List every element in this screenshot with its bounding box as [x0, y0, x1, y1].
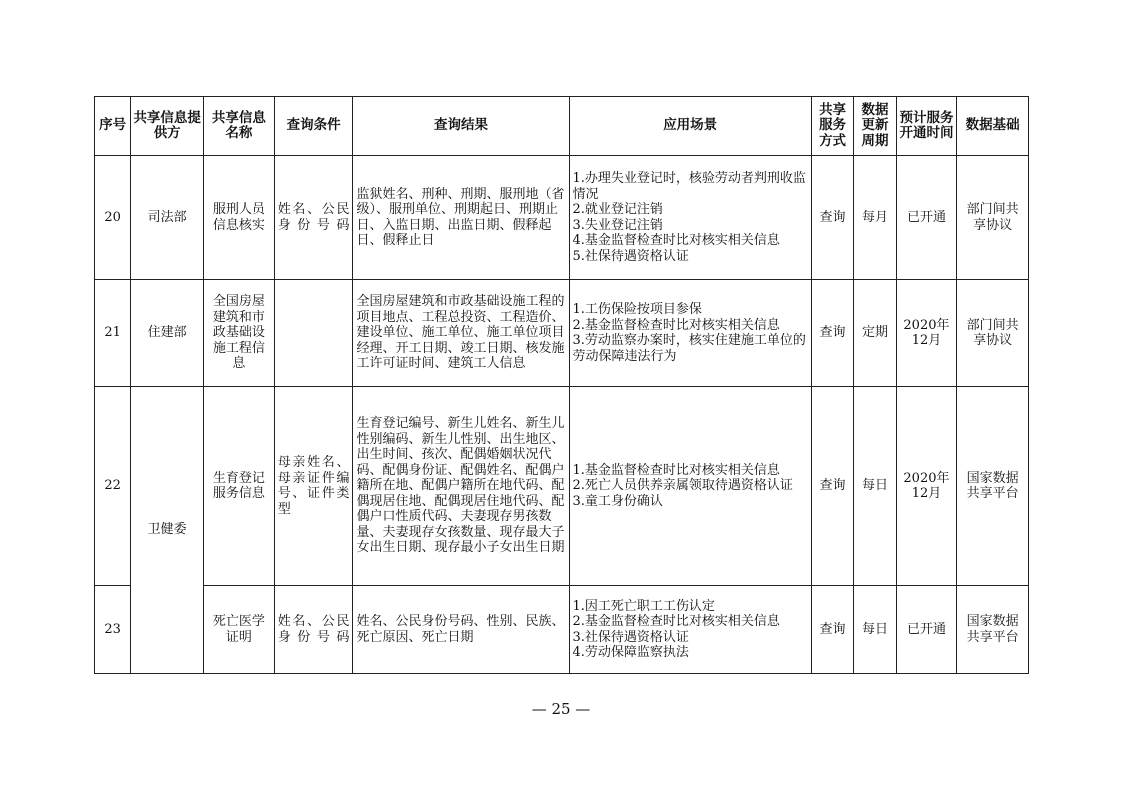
scenario-item: 2.死亡人员供养亲属领取待遇资格认证	[572, 478, 793, 494]
header-scenario: 应用场景	[569, 97, 811, 156]
cell-query-condition	[274, 280, 353, 387]
cell-data-basis: 国家数据共享平台	[957, 387, 1029, 586]
header-update-cycle: 数据更新周期	[854, 97, 896, 156]
header-info-name: 共享信息名称	[204, 97, 275, 156]
cell-seq: 22	[95, 387, 131, 586]
cell-scenario	[569, 280, 811, 387]
cell-open-time: 2020年12月	[896, 280, 957, 387]
cell-provider: 卫健委	[131, 387, 204, 674]
cell-seq: 21	[95, 280, 131, 387]
scenario-item: 4.基金监督检查时比对核实相关信息	[572, 233, 780, 248]
scenario-item: 2.基金监督检查时比对核实相关信息	[572, 317, 780, 333]
cell-share-mode: 查询	[811, 586, 853, 674]
table-row	[95, 586, 1029, 674]
cell-provider: 司法部	[131, 156, 204, 280]
header-seq: 序号	[95, 97, 131, 156]
cell-query-condition: 姓名、公民身份号码	[274, 586, 353, 674]
scenario-item: 3.失业登记注销	[572, 217, 663, 233]
cell-info-name: 服刑人员信息核实	[204, 156, 275, 280]
scenario-item: 2.就业登记注销	[572, 202, 663, 217]
cell-update-cycle: 每月	[854, 156, 896, 280]
header-query-result: 查询结果	[353, 97, 569, 156]
scenario-item: 1.基金监督检查时比对核实相关信息	[572, 462, 780, 478]
cell-info-name: 全国房屋建筑和市政基础设施工程信息	[204, 280, 275, 387]
page-number: — 25 —	[531, 700, 591, 718]
table-row	[95, 156, 1029, 280]
cell-info-name: 生育登记服务信息	[204, 387, 275, 586]
cell-open-time: 已开通	[896, 156, 957, 280]
header-provider: 共享信息提供方	[131, 97, 204, 156]
cell-share-mode: 查询	[811, 156, 853, 280]
cell-update-cycle: 每日	[854, 387, 896, 586]
scenario-item: 2.基金监督检查时比对核实相关信息	[572, 614, 780, 629]
header-data-basis: 数据基础	[957, 97, 1029, 156]
scenario-item: 1.因工死亡职工工伤认定	[572, 598, 715, 614]
scenario-item: 4.劳动保障监察执法	[572, 645, 689, 660]
table-header-row	[95, 97, 1029, 156]
scenario-item: 3.童工身份确认	[572, 493, 663, 509]
cell-query-result: 全国房屋建筑和市政基础设施工程的项目地点、工程总投资、工程造价、建设单位、施工单位、施工单位项目经理、开工日期、竣工日期、核发施工许可证时间、建筑工人信息	[353, 280, 569, 387]
scenario-item: 1.工伤保险按项目参保	[572, 302, 702, 317]
cell-update-cycle: 每日	[854, 586, 896, 674]
cell-query-result: 监狱姓名、刑种、刑期、服刑地（省级）、服刑单位、刑期起日、刑期止日、入监日期、出监日期、假释起日、假释止日	[353, 156, 569, 280]
cell-provider: 住建部	[131, 280, 204, 387]
cell-scenario	[569, 156, 811, 280]
header-query-condition: 查询条件	[274, 97, 353, 156]
cell-query-result: 姓名、公民身份号码、性别、民族、死亡原因、死亡日期	[353, 586, 569, 674]
cell-seq: 20	[95, 156, 131, 280]
scenario-item: 5.社保待遇资格认证	[572, 248, 689, 264]
header-share-mode: 共享服务方式	[811, 97, 853, 156]
cell-query-result: 生育登记编号、新生儿姓名、新生儿性别编码、新生儿性别、出生地区、出生时间、孩次、配偶婚姻状况代码、配偶身份证、配偶姓名、配偶户籍所在地、配偶户籍所在地代码、配偶现居住地、配偶现居住地代码、配偶户口性质代码、夫妻现存男孩数量、夫妻现存女孩数量、现存最大子女出生日期、现存最小子女出生日期	[353, 387, 569, 586]
cell-update-cycle: 定期	[854, 280, 896, 387]
cell-info-name: 死亡医学证明	[204, 586, 275, 674]
info-sharing-table	[94, 96, 1029, 674]
cell-query-condition: 姓名、公民身份号码	[274, 156, 353, 280]
header-open-time: 预计服务开通时间	[896, 97, 957, 156]
cell-seq: 23	[95, 586, 131, 674]
table-row	[95, 280, 1029, 387]
scenario-item: 1.办理失业登记时，核验劳动者判刑收监情况	[572, 171, 806, 202]
cell-query-condition: 母亲姓名、母亲证件编号、证件类型	[274, 387, 353, 586]
cell-scenario	[569, 387, 811, 586]
cell-open-time: 已开通	[896, 586, 957, 674]
table-row	[95, 387, 1029, 586]
cell-scenario	[569, 586, 811, 674]
cell-share-mode: 查询	[811, 387, 853, 586]
cell-share-mode: 查询	[811, 280, 853, 387]
scenario-item: 3.劳动监察办案时，核实住建施工单位的劳动保障违法行为	[572, 333, 806, 364]
cell-open-time: 2020年12月	[896, 387, 957, 586]
cell-data-basis: 部门间共享协议	[957, 280, 1029, 387]
cell-data-basis: 部门间共享协议	[957, 156, 1029, 280]
scenario-item: 3.社保待遇资格认证	[572, 629, 689, 645]
cell-data-basis: 国家数据共享平台	[957, 586, 1029, 674]
